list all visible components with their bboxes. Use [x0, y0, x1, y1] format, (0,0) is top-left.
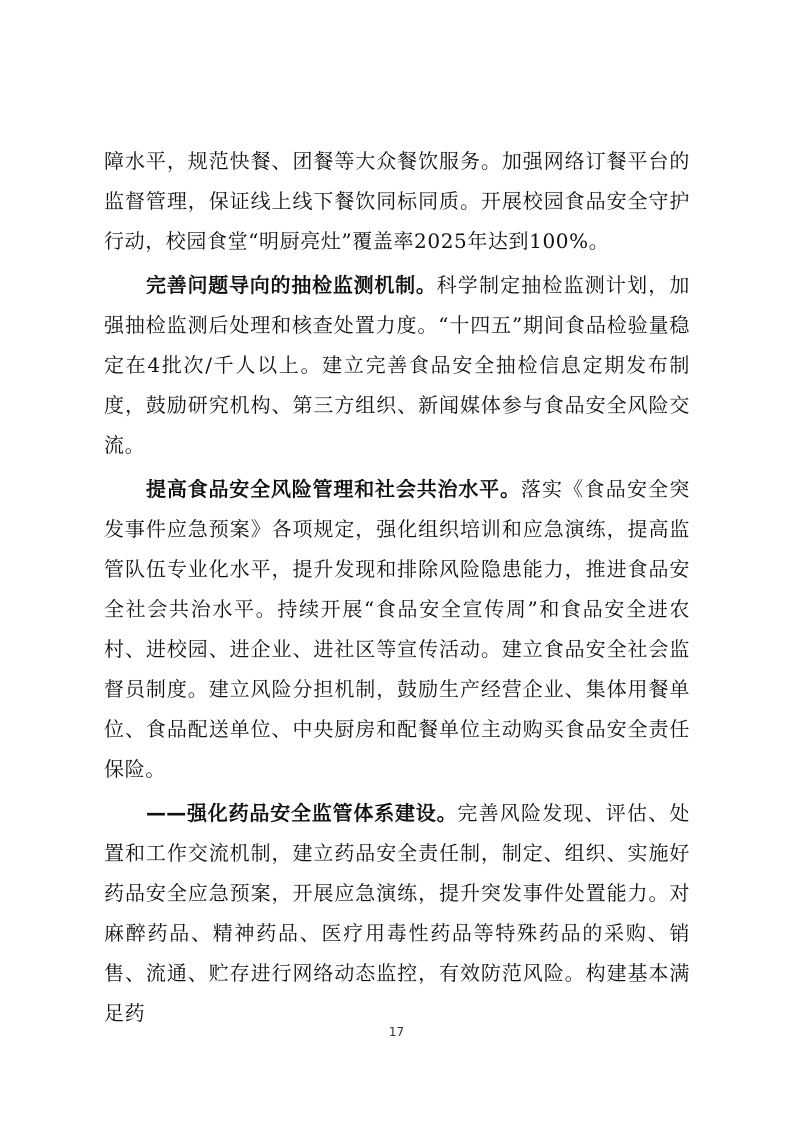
paragraph-risk-management: [104, 469, 690, 789]
paragraph-drug-safety: [104, 793, 690, 1033]
body-text: [104, 141, 690, 1037]
paragraph-text: 障水平，规范快餐、团餐等大众餐饮服务。加强网络订餐平台的监督管理，保证线上线下餐饮同标同质。开展校园食品安全守护行动，校园食堂“明厨亮灶”覆盖率2025年达到100%。: [104, 149, 690, 253]
paragraph-text: 科学制定抽检监测计划，加强抽检监测后处理和核查处置力度。“十四五”期间食品检验量稳定在4批次/千人以上。建立完善食品安全抽检信息定期发布制度，鼓励研究机构、第三方组织、新闻媒体参与食品安全风险交流。: [104, 273, 690, 457]
paragraph-sampling-mechanism: [104, 265, 690, 465]
paragraph-text: 落实《食品安全突发事件应急预案》各项规定，强化组织培训和应急演练，提高监管队伍专业化水平，提升发现和排除风险隐患能力，推进食品安全社会共治水平。持续开展“食品安全宣传周”和食品安全进农村、进校园、进企业、进社区等宣传活动。建立食品安全社会监督员制度。建立风险分担机制，鼓励生产经营企业、集体用餐单位、食品配送单位、中央厨房和配餐单位主动购买食品安全责任保险。: [104, 477, 690, 781]
paragraph-continuation: [104, 141, 690, 261]
paragraph-heading: 完善问题导向的抽检监测机制。: [146, 273, 437, 297]
paragraph-heading: 提高食品安全风险管理和社会共治水平。: [146, 477, 521, 501]
page-number: 17: [388, 1025, 405, 1039]
paragraph-text: 完善风险发现、评估、处置和工作交流机制，建立药品安全责任制，制定、组织、实施好药品安全应急预案，开展应急演练，提升突发事件处置能力。对麻醉药品、精神药品、医疗用毒性药品等特殊药品的采购、销售、流通、贮存进行网络动态监控，有效防范风险。构建基本满足药: [104, 801, 691, 1025]
paragraph-heading: ——强化药品安全监管体系建设。: [146, 801, 458, 825]
